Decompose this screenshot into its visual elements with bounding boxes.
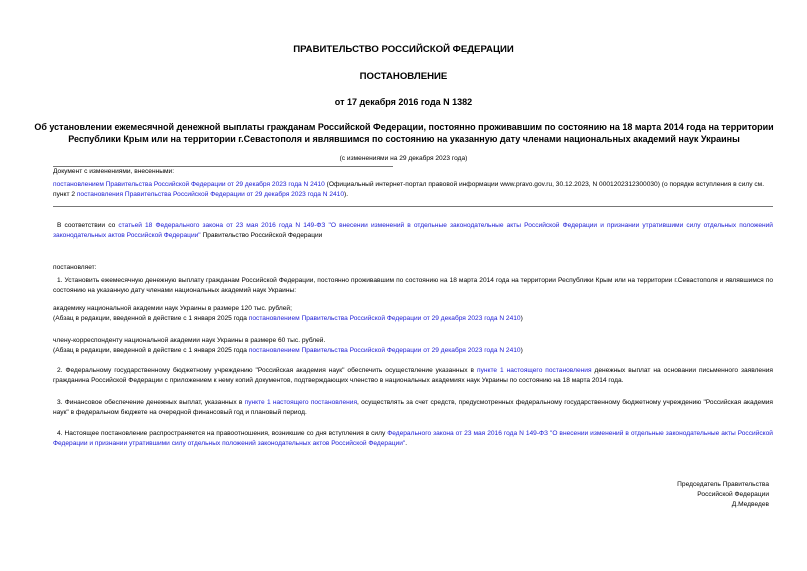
item-1-note-b <box>53 346 773 356</box>
item-3-text-1: 3. Финансовое обеспечение денежных выплат, указанных в <box>57 399 245 406</box>
note-b-text: (Абзац в редакции, введенной в действие с 1 января 2025 года <box>53 347 249 354</box>
item-1-paragraph: 1. Установить ежемесячную денежную выплату гражданам Российской Федерации, постоянно проживавшим по состоянию на 18 марта 2014 года на территории Республики Крым или на территории г.Севастополя и являвшимся по состоянию на указанную дату членами национальных академий наук Украины: <box>53 277 773 294</box>
item-1-sub-a: академику национальной академии наук Украины в размере 120 тыс. рублей; <box>53 305 292 312</box>
document-date-number: от 17 декабря 2016 года N 1382 <box>334 97 473 107</box>
signature-organization: Российской Федерации <box>697 491 769 498</box>
signature-name: Д.Медведев <box>731 501 769 508</box>
preamble-text-1: В соответствии со <box>57 222 119 229</box>
amendment-text-2: ). <box>344 190 349 198</box>
document-title: Об установлении ежемесячной денежной выплаты гражданам Российской Федерации, постоянно проживавшим по состоянию на 18 марта 2014 года на территории Республики Крым или на территории г.Севастополя и являвшимся по состоянию на указанную дату членами национальных академий наук Украины <box>34 122 774 144</box>
item-4-paragraph <box>53 429 773 448</box>
preamble-text-2: Правительство Российской Федерации <box>200 231 323 239</box>
item-3-text-2: , осуществлять за счет средств, предусмотренных федеральному государственному бюджетному учреждению "Российская академия наук" в федеральном бюджете на очередной финансовый год и плановый период. <box>53 399 774 416</box>
government-heading: ПРАВИТЕЛЬСТВО РОССИЙСКОЙ ФЕДЕРАЦИИ <box>293 44 514 55</box>
signature-position: Председатель Правительства <box>677 481 769 488</box>
amendments-block <box>53 180 773 199</box>
amendment-link-2[interactable]: постановления Правительства Российской Федерации от 29 декабря 2023 года N 2410 <box>76 190 345 198</box>
item-3-link[interactable]: пункте 1 настоящего постановления <box>244 399 358 406</box>
item-2-link[interactable]: пункте 1 настоящего постановления <box>477 367 592 374</box>
item-4-text-1: 4. Настоящее постановление распространяется на правоотношения, возникшие со дня вступления в силу <box>57 430 388 437</box>
document-type-heading: ПОСТАНОВЛЕНИЕ <box>359 71 448 82</box>
decree-word: постановляет: <box>53 264 97 271</box>
item-2-text-1: 2. Федеральному государственному бюджетному учреждению "Российская академия наук" обеспечить осуществление указанных в <box>57 367 477 374</box>
note-b-end: ) <box>520 347 523 354</box>
item-4-law-link[interactable]: Федерального закона от 23 мая 2016 года N 149-ФЗ "О внесении изменений в отдельные законодательные акты Российской Федерации и признании утратившими силу отдельных положений законодательных актов Российской Федерации" <box>53 430 773 447</box>
preamble-paragraph <box>53 221 773 240</box>
item-4-text-2: . <box>405 439 408 447</box>
item-2-paragraph <box>53 366 773 385</box>
note-a-link[interactable]: постановлением Правительства Российской Федерации от 29 декабря 2023 года N 2410 <box>248 315 521 322</box>
preamble-law-link[interactable]: статьей 18 Федерального закона от 23 мая 2016 года N 149-ФЗ "О внесении изменений в отдельные законодательные акты Российской Федерации и признании утратившими силу отдельных положений законодательных актов Российской Федерации" <box>53 222 773 239</box>
note-a-text: (Абзац в редакции, введенной в действие с 1 января 2025 года <box>53 315 249 322</box>
signature-block <box>677 480 769 510</box>
note-a-end: ) <box>520 315 523 322</box>
amendment-text-1: (Официальный интернет-портал правовой информации www.pravo.gov.ru, 30.12.2023, N 0001202312300030) (о порядке вступления в силу см. пункт 2 <box>53 181 765 198</box>
amendment-link-1[interactable]: постановлением Правительства Российской Федерации от 29 декабря 2023 года N 2410 <box>53 181 325 188</box>
item-1-note-a <box>53 314 773 324</box>
amendments-bottom-rule <box>53 206 773 207</box>
item-1-sub-b: члену-корреспонденту национальной академии наук Украины в размере 60 тыс. рублей. <box>53 337 326 344</box>
item-2-text-2: денежных выплат на основании письменного заявления гражданина Российской Федерации с приложением к нему копий документов, подтверждающих членство в национальных академиях наук Украины по состоянию на 18 марта 2014 года. <box>53 367 773 384</box>
item-3-paragraph <box>53 398 773 417</box>
changes-note: (с изменениями на 29 декабря 2023 года) <box>339 155 468 162</box>
amendments-intro: Документ с изменениями, внесенными: <box>53 168 175 175</box>
note-b-link[interactable]: постановлением Правительства Российской Федерации от 29 декабря 2023 года N 2410 <box>248 347 521 354</box>
